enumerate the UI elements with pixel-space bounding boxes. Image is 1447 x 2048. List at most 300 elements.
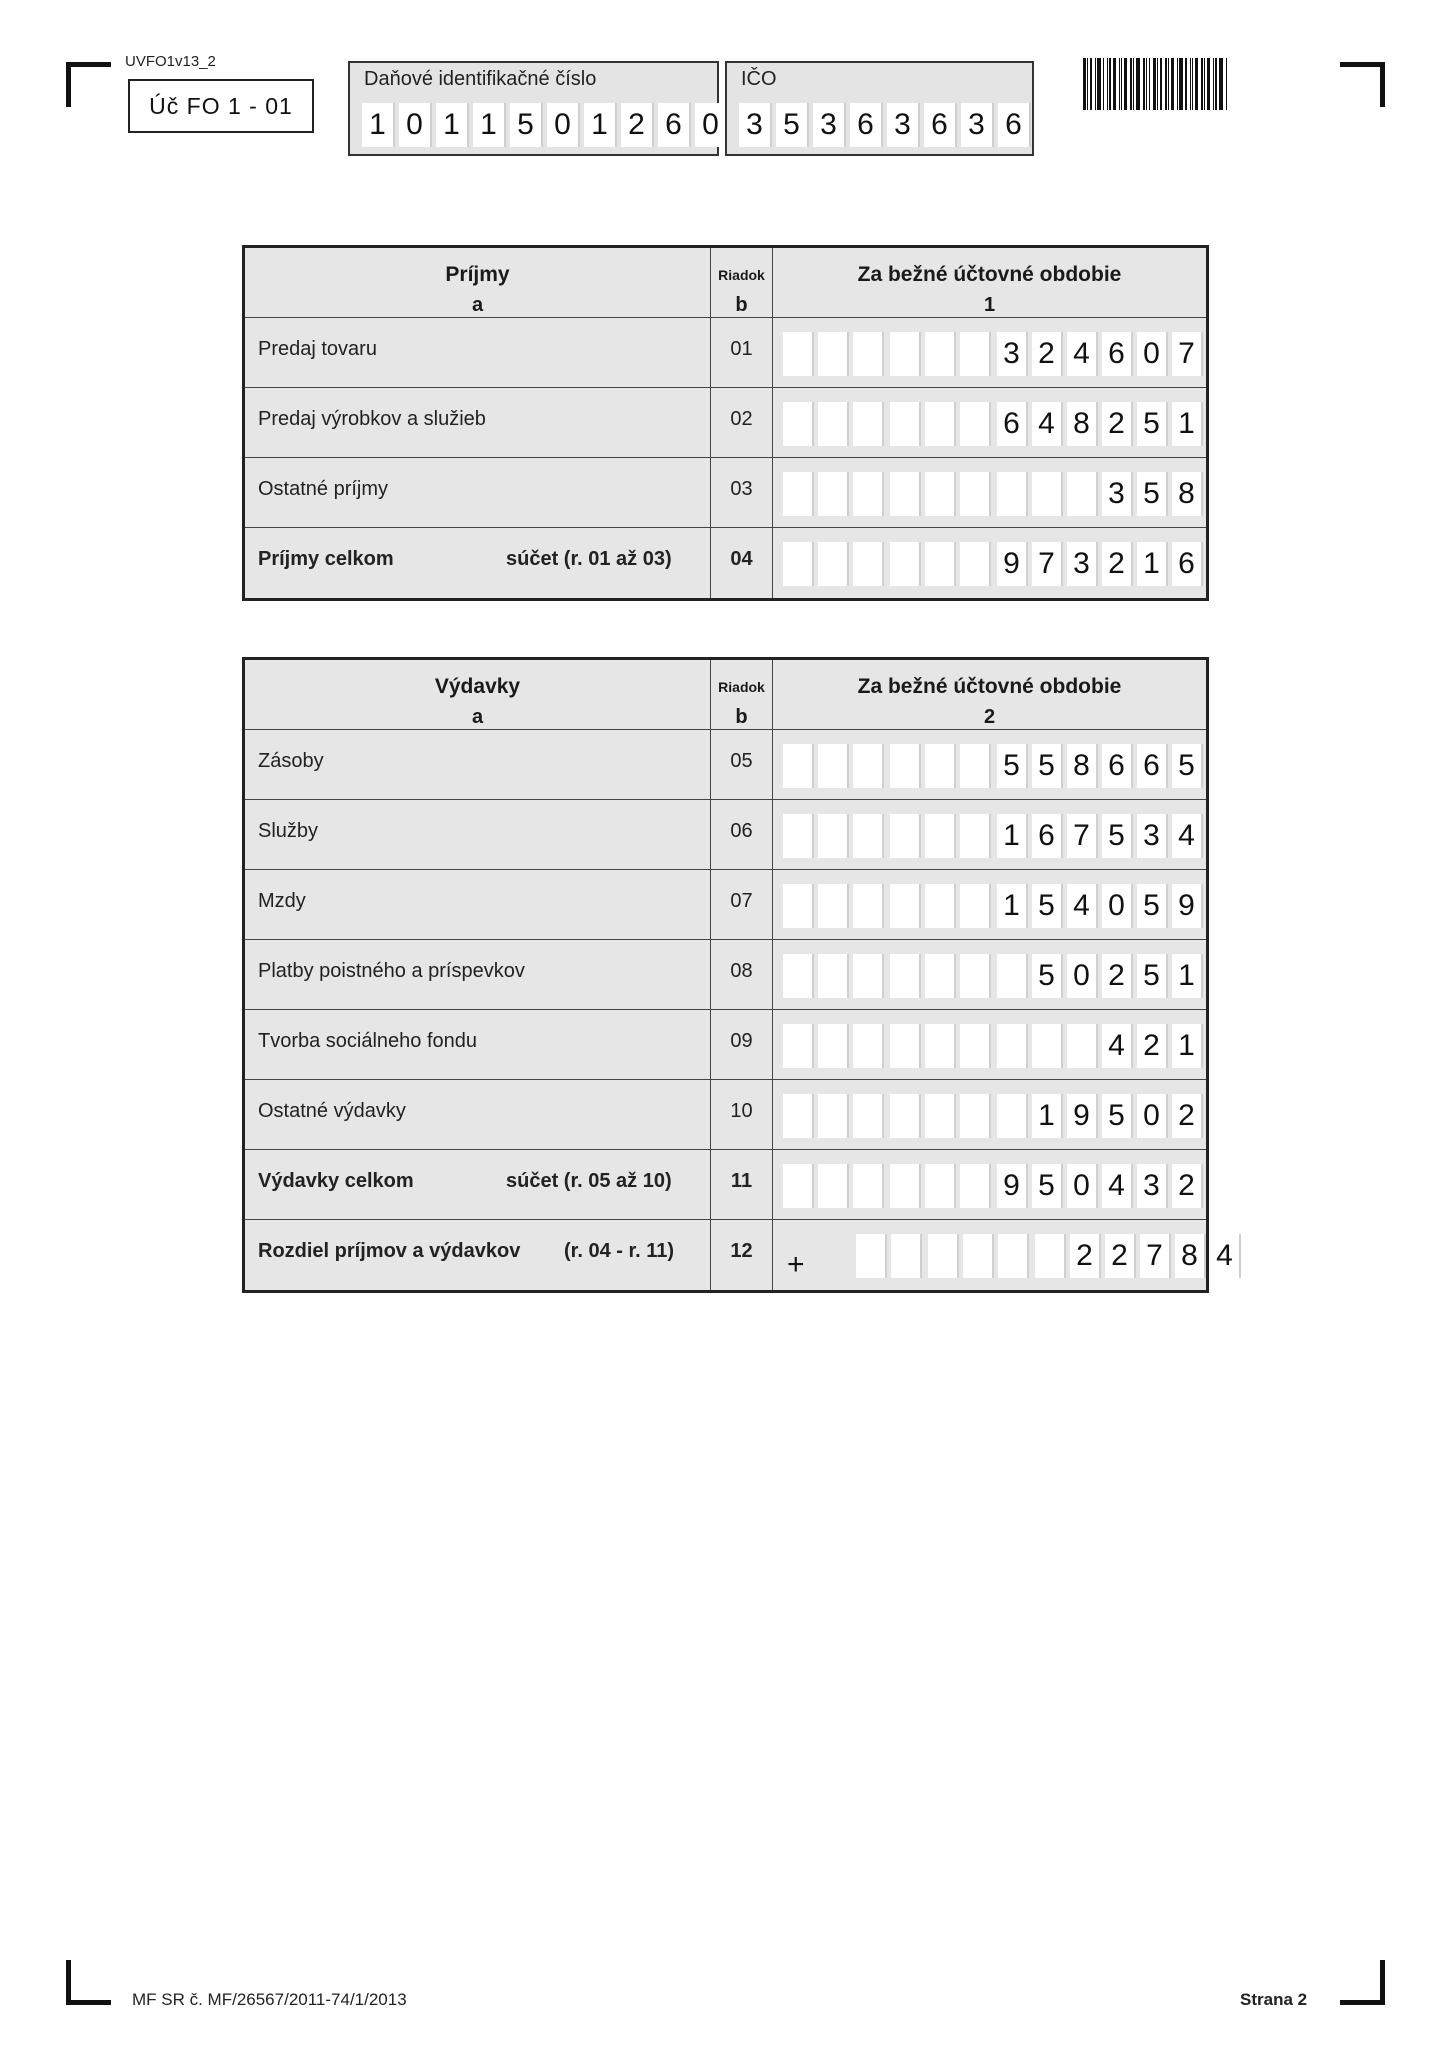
row-number: 09 xyxy=(730,1030,753,1052)
digit-cell[interactable]: 1 xyxy=(1137,542,1168,586)
row-number: 05 xyxy=(730,750,753,772)
digit-cell[interactable] xyxy=(818,1094,849,1138)
digit-cell[interactable]: 5 xyxy=(1032,954,1063,998)
digit-cell[interactable] xyxy=(853,472,884,516)
digit-cell[interactable]: 0 xyxy=(547,103,580,147)
value-field[interactable] xyxy=(773,1150,1206,1219)
digit-cell[interactable]: 2 xyxy=(1172,1164,1203,1208)
row-label-text: Výdavky celkom xyxy=(258,1170,414,1192)
digit-cell[interactable]: 3 xyxy=(1137,1164,1168,1208)
digit-cell[interactable] xyxy=(1067,1024,1098,1068)
column-b-sub: b xyxy=(735,294,748,316)
digit-cell[interactable]: 9 xyxy=(1067,1094,1098,1138)
barcode-bar xyxy=(1190,58,1191,110)
digit-cell[interactable]: 3 xyxy=(739,103,772,147)
digit-cell[interactable]: 6 xyxy=(997,402,1028,446)
barcode xyxy=(1083,58,1228,110)
digit-cell[interactable] xyxy=(925,472,956,516)
digit-cell[interactable]: 9 xyxy=(1172,884,1203,928)
digit-cell[interactable] xyxy=(818,1164,849,1208)
digit-cell[interactable]: 5 xyxy=(1172,744,1203,788)
row-label-text: Tvorba sociálneho fondu xyxy=(258,1030,478,1052)
row-number-cell xyxy=(711,528,773,598)
digit-cell[interactable] xyxy=(997,954,1028,998)
digit-cell[interactable] xyxy=(960,1094,991,1138)
digit-cell[interactable]: 4 xyxy=(1102,1164,1133,1208)
barcode-bar xyxy=(1149,58,1150,110)
row-number: 04 xyxy=(730,548,753,570)
value-field[interactable] xyxy=(773,318,1206,387)
row-label xyxy=(258,750,324,773)
digit-group xyxy=(890,744,991,788)
digit-cell[interactable] xyxy=(890,402,921,446)
barcode-bar xyxy=(1215,58,1217,110)
digit-group xyxy=(997,884,1203,928)
digit-cell[interactable] xyxy=(853,402,884,446)
row-number: 01 xyxy=(730,338,753,360)
value-field[interactable] xyxy=(773,800,1206,869)
row-label-text: Ostatné príjmy xyxy=(258,478,389,500)
row-number-cell xyxy=(711,730,773,799)
digit-cell[interactable]: 6 xyxy=(1172,542,1203,586)
digit-cell[interactable]: 6 xyxy=(1102,332,1133,376)
barcode-bar xyxy=(1179,58,1183,110)
digit-cell[interactable]: 2 xyxy=(1137,1024,1168,1068)
expense-table xyxy=(242,657,1233,1293)
digit-cell[interactable]: 0 xyxy=(1137,1094,1168,1138)
digit-cell[interactable] xyxy=(960,954,991,998)
digit-cell[interactable] xyxy=(1032,1024,1063,1068)
barcode-bar xyxy=(1226,58,1227,110)
digit-cell[interactable] xyxy=(960,884,991,928)
digit-cell[interactable] xyxy=(818,332,849,376)
digit-boxes xyxy=(783,472,1203,516)
digit-cell[interactable]: 3 xyxy=(997,332,1028,376)
digit-group xyxy=(997,814,1203,858)
corner-mark-bottom-left xyxy=(66,1960,111,2005)
label-cell xyxy=(245,730,711,799)
digit-cell[interactable] xyxy=(925,744,956,788)
digit-cell[interactable] xyxy=(963,1234,994,1278)
digit-cell[interactable]: 8 xyxy=(1067,744,1098,788)
digit-boxes xyxy=(783,884,1203,928)
digit-cell[interactable]: 3 xyxy=(1102,472,1133,516)
digit-cell[interactable]: 0 xyxy=(1102,884,1133,928)
digit-cell[interactable] xyxy=(783,814,814,858)
digit-cell[interactable]: 0 xyxy=(1067,1164,1098,1208)
barcode-bar xyxy=(1160,58,1162,110)
table-row xyxy=(245,730,1206,800)
digit-group xyxy=(890,954,991,998)
table-header xyxy=(245,660,1206,730)
label-cell xyxy=(245,1080,711,1149)
row-number-cell xyxy=(711,318,773,387)
column-value-title: Za bežné účtovné obdobie xyxy=(857,675,1122,698)
barcode-bar xyxy=(1157,58,1158,110)
digit-cell[interactable] xyxy=(783,542,814,586)
value-field[interactable] xyxy=(773,1080,1206,1149)
digit-cell[interactable]: 5 xyxy=(1102,814,1133,858)
digit-cell[interactable]: 7 xyxy=(1032,542,1063,586)
digit-group xyxy=(890,1094,991,1138)
digit-cell[interactable]: 0 xyxy=(1067,954,1098,998)
barcode-bar xyxy=(1168,58,1169,110)
digit-group xyxy=(890,1164,991,1208)
digit-cell[interactable] xyxy=(1035,1234,1066,1278)
digit-cell[interactable]: 4 xyxy=(1210,1234,1241,1278)
digit-cell[interactable]: 3 xyxy=(887,103,920,147)
digit-cell[interactable]: 1 xyxy=(362,103,395,147)
digit-cell[interactable] xyxy=(960,472,991,516)
column-value-title: Za bežné účtovné obdobie xyxy=(857,263,1122,286)
digit-cell[interactable] xyxy=(925,332,956,376)
digit-group xyxy=(997,744,1203,788)
column-b-title: Riadok xyxy=(718,679,765,695)
row-label-text: Platby poistného a príspevkov xyxy=(258,960,525,982)
digit-cell[interactable] xyxy=(818,402,849,446)
column-a-title: Príjmy xyxy=(445,263,510,286)
digit-cell[interactable] xyxy=(1067,472,1098,516)
barcode-bar xyxy=(1146,58,1147,110)
value-field[interactable] xyxy=(773,458,1206,527)
digit-group xyxy=(890,884,991,928)
digit-cell[interactable]: 3 xyxy=(1067,542,1098,586)
label-cell xyxy=(245,800,711,869)
table-row xyxy=(245,458,1206,528)
row-formula: (r. 04 - r. 11) xyxy=(564,1240,675,1262)
column-a-sub: a xyxy=(471,706,484,728)
digit-cell[interactable] xyxy=(960,402,991,446)
digit-cell[interactable] xyxy=(960,542,991,586)
value-field[interactable] xyxy=(773,1220,1233,1290)
digit-cell[interactable] xyxy=(818,542,849,586)
digit-cell[interactable] xyxy=(925,1094,956,1138)
barcode-bar xyxy=(1136,58,1140,110)
digit-cell[interactable]: 5 xyxy=(1137,472,1168,516)
digit-cell[interactable]: 8 xyxy=(1172,472,1203,516)
digit-group xyxy=(997,954,1203,998)
digit-cell[interactable] xyxy=(925,884,956,928)
digit-cell[interactable] xyxy=(997,472,1028,516)
column-value-sub: 1 xyxy=(983,294,996,316)
digit-cell[interactable] xyxy=(997,1024,1028,1068)
table-row xyxy=(245,1150,1206,1220)
digit-group xyxy=(783,332,884,376)
row-number: 02 xyxy=(730,408,753,430)
digit-cell[interactable]: 2 xyxy=(1172,1094,1203,1138)
digit-cell[interactable] xyxy=(1032,472,1063,516)
digit-cell[interactable]: 6 xyxy=(850,103,883,147)
barcode-bar xyxy=(1192,58,1193,110)
table-row xyxy=(245,388,1206,458)
row-formula: súčet (r. 01 až 03) xyxy=(506,548,672,570)
digit-cell[interactable]: 6 xyxy=(1102,744,1133,788)
row-number: 12 xyxy=(730,1240,753,1262)
barcode-bar xyxy=(1083,58,1086,110)
value-field[interactable] xyxy=(773,1010,1206,1079)
row-number-cell xyxy=(711,388,773,457)
label-cell xyxy=(245,528,711,598)
digit-cell[interactable] xyxy=(818,814,849,858)
sign-plus: + xyxy=(787,1248,805,1281)
digit-cell[interactable]: 3 xyxy=(813,103,846,147)
digit-group xyxy=(997,332,1203,376)
digit-cell[interactable]: 6 xyxy=(1137,744,1168,788)
digit-cell[interactable]: 0 xyxy=(399,103,432,147)
digit-group xyxy=(997,472,1203,516)
digit-cell[interactable]: 9 xyxy=(997,542,1028,586)
digit-cell[interactable]: 2 xyxy=(621,103,654,147)
digit-cell[interactable] xyxy=(890,884,921,928)
digit-cell[interactable] xyxy=(783,402,814,446)
digit-cell[interactable]: 5 xyxy=(1137,954,1168,998)
digit-cell[interactable] xyxy=(890,954,921,998)
digit-cell[interactable] xyxy=(853,954,884,998)
row-label-text: Zásoby xyxy=(258,750,324,772)
digit-cell[interactable]: 5 xyxy=(1032,884,1063,928)
barcode-bar xyxy=(1165,58,1167,110)
digit-cell[interactable] xyxy=(783,1024,814,1068)
digit-cell[interactable]: 2 xyxy=(1102,542,1133,586)
digit-cell[interactable] xyxy=(818,744,849,788)
digit-cell[interactable] xyxy=(890,1024,921,1068)
digit-cell[interactable] xyxy=(783,884,814,928)
digit-cell[interactable]: 6 xyxy=(924,103,957,147)
digit-cell[interactable] xyxy=(853,1164,884,1208)
column-b-title: Riadok xyxy=(718,267,765,283)
digit-cell[interactable] xyxy=(890,472,921,516)
digit-cell[interactable] xyxy=(960,814,991,858)
row-label xyxy=(258,1240,675,1263)
digit-cell[interactable]: 1 xyxy=(997,884,1028,928)
table-row xyxy=(245,1010,1206,1080)
digit-cell[interactable] xyxy=(960,1024,991,1068)
digit-cell[interactable]: 0 xyxy=(1137,332,1168,376)
digit-cell[interactable] xyxy=(818,472,849,516)
digit-cell[interactable] xyxy=(928,1234,959,1278)
value-field[interactable] xyxy=(773,730,1206,799)
digit-cell[interactable]: 0 xyxy=(695,103,728,147)
value-field[interactable] xyxy=(773,870,1206,939)
digit-cell[interactable] xyxy=(818,1024,849,1068)
digit-cell[interactable]: 4 xyxy=(1067,332,1098,376)
barcode-bar xyxy=(1143,58,1145,110)
row-label xyxy=(258,1030,477,1053)
barcode-bar xyxy=(1213,58,1214,110)
digit-cell[interactable]: 4 xyxy=(1067,884,1098,928)
digit-cell[interactable]: 4 xyxy=(1032,402,1063,446)
digit-cell[interactable] xyxy=(925,402,956,446)
barcode-bar xyxy=(1103,58,1104,110)
digit-cell[interactable] xyxy=(818,954,849,998)
digit-group xyxy=(890,542,991,586)
digit-cell[interactable]: 1 xyxy=(1172,1024,1203,1068)
row-number-cell xyxy=(711,1080,773,1149)
barcode-bar xyxy=(1201,58,1203,110)
digit-group xyxy=(890,1024,991,1068)
ico-digits xyxy=(739,103,1031,147)
digit-cell[interactable]: 5 xyxy=(1032,744,1063,788)
digit-cell[interactable]: 2 xyxy=(1102,402,1133,446)
digit-cell[interactable] xyxy=(925,954,956,998)
digit-cell[interactable]: 1 xyxy=(584,103,617,147)
digit-cell[interactable] xyxy=(960,1164,991,1208)
digit-cell[interactable]: 8 xyxy=(1067,402,1098,446)
digit-group xyxy=(997,1094,1203,1138)
label-cell xyxy=(245,1150,711,1219)
digit-group xyxy=(783,744,884,788)
row-number: 08 xyxy=(730,960,753,982)
digit-cell[interactable]: 6 xyxy=(658,103,691,147)
digit-group xyxy=(890,402,991,446)
digit-cell[interactable]: 2 xyxy=(1105,1234,1136,1278)
value-field[interactable] xyxy=(773,528,1206,598)
digit-boxes xyxy=(821,1234,1241,1278)
barcode-bar xyxy=(1204,58,1205,110)
digit-cell[interactable] xyxy=(891,1234,922,1278)
form-code: UVFO1v13_2 xyxy=(125,53,216,70)
column-a-title: Výdavky xyxy=(434,675,521,698)
digit-cell[interactable] xyxy=(998,1234,1029,1278)
digit-cell[interactable]: 3 xyxy=(1137,814,1168,858)
row-label xyxy=(258,1170,672,1193)
digit-cell[interactable] xyxy=(890,332,921,376)
digit-cell[interactable]: 2 xyxy=(1032,332,1063,376)
digit-cell[interactable]: 7 xyxy=(1067,814,1098,858)
digit-cell[interactable]: 1 xyxy=(997,814,1028,858)
digit-group xyxy=(890,332,991,376)
row-label xyxy=(258,408,486,431)
dic-label: Daňové identifikačné číslo xyxy=(364,68,597,90)
row-label xyxy=(258,890,306,913)
digit-cell[interactable]: 7 xyxy=(1140,1234,1171,1278)
digit-cell[interactable]: 2 xyxy=(1070,1234,1101,1278)
row-label-text: Služby xyxy=(258,820,319,842)
row-label-text: Príjmy celkom xyxy=(258,548,394,570)
row-number-cell xyxy=(711,800,773,869)
digit-boxes xyxy=(783,542,1203,586)
digit-cell[interactable] xyxy=(818,884,849,928)
digit-cell[interactable] xyxy=(890,542,921,586)
barcode-bar xyxy=(1097,58,1101,110)
digit-cell[interactable]: 1 xyxy=(473,103,506,147)
form-type-box: Úč FO 1 - 01 xyxy=(128,79,314,133)
digit-group xyxy=(997,402,1203,446)
digit-cell[interactable]: 2 xyxy=(1102,954,1133,998)
digit-cell[interactable] xyxy=(925,542,956,586)
digit-cell[interactable] xyxy=(853,1024,884,1068)
digit-cell[interactable] xyxy=(853,884,884,928)
digit-cell[interactable] xyxy=(853,332,884,376)
value-field[interactable] xyxy=(773,388,1206,457)
row-label-text: Predaj tovaru xyxy=(258,338,377,360)
digit-cell[interactable]: 4 xyxy=(1102,1024,1133,1068)
digit-cell[interactable] xyxy=(890,744,921,788)
digit-cell[interactable]: 5 xyxy=(1032,1164,1063,1208)
digit-cell[interactable]: 1 xyxy=(1032,1094,1063,1138)
digit-cell[interactable]: 5 xyxy=(997,744,1028,788)
digit-group xyxy=(890,472,991,516)
digit-cell[interactable] xyxy=(890,1094,921,1138)
dic-digits xyxy=(362,103,728,147)
digit-cell[interactable]: 1 xyxy=(436,103,469,147)
digit-cell[interactable] xyxy=(856,1234,887,1278)
digit-group xyxy=(783,1164,884,1208)
barcode-bar xyxy=(1185,58,1187,110)
digit-cell[interactable] xyxy=(960,744,991,788)
digit-cell[interactable]: 5 xyxy=(1137,402,1168,446)
barcode-bar xyxy=(1207,58,1210,110)
digit-cell[interactable]: 1 xyxy=(1172,954,1203,998)
row-label-text: Predaj výrobkov a služieb xyxy=(258,408,486,430)
digit-cell[interactable]: 8 xyxy=(1175,1234,1206,1278)
digit-cell[interactable]: 5 xyxy=(1137,884,1168,928)
digit-cell[interactable] xyxy=(853,814,884,858)
digit-cell[interactable] xyxy=(853,1094,884,1138)
digit-group xyxy=(783,542,884,586)
digit-cell[interactable]: 9 xyxy=(997,1164,1028,1208)
digit-cell[interactable]: 4 xyxy=(1172,814,1203,858)
digit-cell[interactable] xyxy=(890,1164,921,1208)
label-cell xyxy=(245,1220,711,1290)
value-field[interactable] xyxy=(773,940,1206,1009)
digit-cell[interactable] xyxy=(783,954,814,998)
digit-cell[interactable] xyxy=(925,1164,956,1208)
digit-cell[interactable]: 7 xyxy=(1172,332,1203,376)
table-row xyxy=(245,1080,1206,1150)
label-cell xyxy=(245,318,711,387)
digit-cell[interactable] xyxy=(783,744,814,788)
digit-cell[interactable] xyxy=(783,1094,814,1138)
corner-mark-top-left xyxy=(66,62,111,107)
row-label-text: Mzdy xyxy=(258,890,306,912)
digit-cell[interactable] xyxy=(890,814,921,858)
row-number: 10 xyxy=(730,1100,753,1122)
digit-cell[interactable]: 6 xyxy=(1032,814,1063,858)
row-label xyxy=(258,820,318,843)
digit-boxes xyxy=(783,744,1203,788)
digit-cell[interactable] xyxy=(960,332,991,376)
digit-cell[interactable] xyxy=(783,472,814,516)
row-label-text: Rozdiel príjmov a výdavkov xyxy=(258,1240,521,1262)
row-label-text: Ostatné výdavky xyxy=(258,1100,406,1122)
digit-cell[interactable]: 1 xyxy=(1172,402,1203,446)
digit-cell[interactable]: 3 xyxy=(961,103,994,147)
digit-cell[interactable] xyxy=(925,1024,956,1068)
digit-cell[interactable] xyxy=(925,814,956,858)
label-cell xyxy=(245,940,711,1009)
label-cell xyxy=(245,1010,711,1079)
barcode-bar xyxy=(1130,58,1132,110)
digit-cell[interactable]: 5 xyxy=(1102,1094,1133,1138)
digit-cell[interactable] xyxy=(783,1164,814,1208)
column-b-sub: b xyxy=(735,706,748,728)
digit-cell[interactable]: 6 xyxy=(998,103,1031,147)
digit-boxes xyxy=(783,402,1203,446)
row-number: 07 xyxy=(730,890,753,912)
digit-cell[interactable]: 5 xyxy=(776,103,809,147)
barcode-bar xyxy=(1124,58,1127,110)
digit-cell[interactable]: 5 xyxy=(510,103,543,147)
digit-cell[interactable] xyxy=(853,542,884,586)
digit-cell[interactable] xyxy=(997,1094,1028,1138)
row-number-cell xyxy=(711,1220,773,1290)
barcode-bar xyxy=(1195,58,1198,110)
barcode-bar xyxy=(1133,58,1134,110)
barcode-bar xyxy=(1153,58,1156,110)
digit-cell[interactable] xyxy=(853,744,884,788)
digit-cell[interactable] xyxy=(783,332,814,376)
